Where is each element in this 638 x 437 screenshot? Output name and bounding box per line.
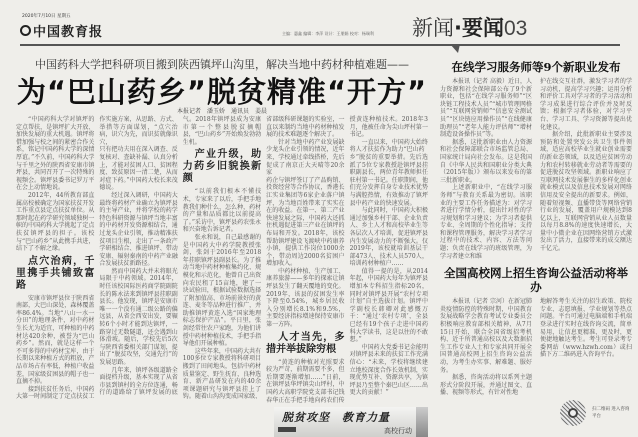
article-paragraph: 经过深入调研，中国药大最终将药材产业确立为镇坪县的主导产业，并将学校的药学特色科研资源与镇坪当地丰富的中药材开发资源相结合，通过龙头企业引领，推动精准扶贫项目生根，走出了一条政产学研相结合、推进镇坪、带动安康、辐射秦南的中药产业融合发展扶贫新路径。: [99, 191, 178, 268]
side-article-paragraph: 据悉，这批新职业由人力资源和社会保障部联合市场监管总局、国家统计局向社会发布。这是我国自《中华人民共和国职业分类大典（2015年版）》颁布以来发布的第三批新职业。: [440, 138, 532, 184]
article-paragraph: 与此同时，中国药大积极通过加强乡村干部、企业负责人、乡土人才和高校毕业生等各层次人才培训，促进镇坪县内生发展动力的不断强大。仅2019年，该校就培训基层干部473人、技术人员570人，培训药材种植户……: [349, 207, 428, 268]
article-paragraph: 接到扶贫任务后，中国药大第一时间制定了定点扶贫工作实施方案，从思路、方式、举措等方面谋划，“点穴治病，识穴为先，而识贫就像识穴，: [16, 116, 178, 401]
article-paragraph: “黄连的种植对光照要求较为严苛，前期需要不多，但后期要逐渐增加……”日前，在镇坪县华坪镇尖山坪村，中国药大高职学院党支部书记钱春华正在手把手地向药农们传授黄连种植技术。2018年3月，他被任命为尖山坪村第一书记。: [266, 116, 428, 404]
article-paragraph: 几年来，镇坪各级道路全面提档升级，基本实现了从省市县到镇村的全方位连通，畅行的道路给了镇坪发展的底气。2018年镇坪县成为安康市第一个整县脱贫摘帽县，“巴山药乡”开始焕发勃勃生机。: [99, 116, 262, 397]
article-paragraph: “以前我们根本不懂技术，专家来了以后，手把手地教我们种什么、怎么种，药材的产量和品质都比以前提高了。”采访中，镇坪县药农张永和兴奋地告诉记者。: [182, 188, 262, 234]
article-kicker: 中国药科大学把科研项目搬到陕西镇坪山沟里，解决当地中药材种植难题——: [35, 58, 409, 71]
side-article-paragraph: 本报讯（记者 宗河）在新冠肺炎疫情防控的特殊时期，中国教育发展战略学会教育考试专业委员会积极响应教育部相关精神，从7月15日开始，联合全国省级招考机构、近千所普通高校以及大数据招生工作专业人士和专家共同开展全国普通高校网上招生咨询公益活动，为考生办实事、解难题、服好务。: [440, 298, 532, 374]
article-paragraph: 中药材种植、生产加工、康养旅游——多年的探索让镇坪县发生了翻天覆地的变化。2019年，该县的贫困发生率下降至0.54%，城乡居民收入分别增长8.1%和9.5%，主要经济指标增速保持安康市第一方阵。: [266, 267, 345, 329]
article-paragraph: 值得一提的是，从2014年起，中国药大每年为镇坪县增加本专科招生指标20名，同时对镇坪县开展“农村专项计划”自主选拔计划。镇坪中学副校长韩卿对此感慨万千：“通过‘农村专项’，全县已经有19个孩子走进中国药科大学读书，这是以往的不敢想。”: [349, 267, 428, 344]
article-paragraph: 2012年，44所教育部直属高校被确定为国家扶贫开发工作重点县定点扶贫单位。从那时起在药学研究领域独树一帜的中国药科大学挑起了定点扶贫镇坪县的担子。该校与“巴山药乡”从此携手共进，结下了不解之缘。: [16, 191, 95, 253]
banner-subtitle: 高校行动: [384, 427, 412, 436]
banner-photo: [416, 407, 428, 437]
side-article-paragraph: 护在线交互社群，激发学习者的学习动机，提高学习兴趣；运用分析和评价工具对学习者的学习活动和学习成果进行综合评价并及时反馈；根据学习者体验，对学习平台、学习工具、学习资源等提出优化建议。: [540, 78, 632, 131]
article-paragraph: 中国药大党委书记金能明对镇坪县未来的扶贫工作充满信心：“未来，学校将继续建立地校深度合作长效机制，实现优势互补、资源共享，为镇坪县乃至整个秦巴山区……出更大的贡献！”: [349, 343, 428, 397]
logo-mark-icon: [20, 25, 31, 36]
section-name: 新闻: [412, 16, 454, 40]
article-subheading: 产业升级，助力药乡旧貌换新颜: [182, 149, 262, 185]
header-rule: [20, 44, 620, 46]
editorial-credits: 主编：惠鑫 编辑：李萍 设计：王朋娟 校对：杨瑞利: [282, 31, 374, 36]
side-article-paragraph: 上述新职业中，“在线学习服务师”与教育关系最为密切。该职业的主要工作任务描述为：对学习者进行学情分析，提出针对性的学习规划和学习建议；为学习者提供专业、全周期的个性化指导；支持和课程管理服务，解决学习者学习过程中的技术、内容、方法等问题；负责在线学习的班级管理，为学习者建立和维: [440, 184, 532, 260]
article-paragraph: 乡”脱贫的重要举措。先后选派了5位专家教授赴镇坪县挂职副县长，两位青年教师担任驻村第一书记。任职期间，他们充分发挥自身专业技术优势与满腔热情，有效推动了镇坪县中药产业的快速发展。: [349, 153, 428, 207]
side-articles: [440, 60, 632, 426]
campaign-banner-image: [274, 407, 416, 437]
side-article-paragraph: 本报讯（记者 高毅）近日，人力资源和社会保障部公布了9个新职业，包括“在线学习服务师”“区块链工程技术人员”“城市管理网格员”“互联网营销师”“信息安全测试员”“区块链应用操作员”“在线健康助理员”“老年人能力评估师”“增材制造设备操作员”等。: [440, 78, 532, 139]
section-separator: ·: [454, 16, 462, 40]
main-article-body: [16, 116, 428, 404]
article-paragraph: 药企与镇坪签订了产品购销、投资经营等合作协议，香港长江实业集团等6家企业落户镇坪，为当地百姓带来了实实在在的收益。在第一、第二产业快速发展之际，中国药大还抓住机遇促进第三产业在镇坪的布局和开发。2018年，该校帮助镇坪建设飞渡峡中药康养小镇，提供工作岗位1000余个，带动周边2000名贫困户增加收入。: [266, 176, 345, 268]
side-article-headline: 全国高校网上招生咨询公益活动将举办: [444, 266, 628, 295]
article-paragraph: 张永和说，自己最感谢的是中国药大中药学院教授张剑，张剑于2016年至2018年挂职镇坪县副县长。为了推动当地中药材种植集约化、规模化和示范化，他曾自己出资向农民租了15亩地，建了一块试验田，根据试验数据选择了附加值高、市场前景好的黄连、麦冬等品种进行推广，并助推镇坪黄连入选“国家地理标志保护产品”。平日里，张剑经常往农户家跑，为他们讲授中药材种植技术，手把手指导他们开展种植。: [182, 233, 262, 348]
qr-code[interactable]: [560, 400, 586, 426]
main-article: [16, 116, 428, 437]
article-paragraph: 针对当地中药产业发展缺少龙头企业引领的情况，近年来，学校通过牵线搭桥，先后促成了南京正大天晴等20余家: [266, 138, 345, 177]
side-article-column: [540, 78, 632, 260]
issue-date: 2020年7月10日 星期五: [22, 14, 71, 19]
qr-block: [440, 400, 632, 426]
article-byline: 本报记者 潘玉娇 通讯员 姜晨: [176, 108, 267, 115]
logo-text: 中国教育报: [33, 25, 104, 40]
side-article-column: [440, 78, 532, 260]
banner-tag: [278, 427, 296, 432]
article-paragraph: 安康市镇坪县位于陕西省南部，大巴山深处，森林覆盖率86.4%。当地“八山一水一分田”的地理条件，对中药材生长尤为适宜，可种植的中药材达420余种，被誉为“巴山药乡”。然而，就是这样一个不可多得的中药材宝库，由于长期以来种植方式的粗放，产品市场占有率低，种植户收益差，国家级贫困县的帽子也一直摘不掉。: [16, 294, 95, 386]
article-subheading: 点穴治病，千里携手共铺致富路: [16, 255, 95, 291]
side-article-headline: 在线学习服务师等9个新职业发布: [451, 60, 621, 74]
side-article-paragraph: 地解答考生关注的招生政策、院校专业、志愿填报、学业规划等热点问题。平台可通过电脑端和手机端登录进行实时在线咨询交流，简单易用，让信息更精准、更及时，更便捷地触达考生。考生可登录考专委网站（www.hzwh.com）或扫描下方二维码进入咨询平台。: [540, 298, 632, 359]
article-paragraph: 这些年来，中国药大共有100多位专家教授将科研项目搬到了田间地头，包括中药材质量鉴定、野生抚育、良种选育、新产品研发在内的40余项课题研究与镇坪县挂上了钩。随着山沟沟变成国家级、省部级科研课题的实验室，一直以来制约当地中药材种植发展的技术难题逐个解决了。: [182, 116, 345, 401]
side-article-column: [540, 298, 632, 397]
qr-center-logo-icon: [568, 408, 578, 418]
side-article-paragraph: 据悉，咨询活动将以系列主题形式分阶段开展，并通过图文、直播、视频等形式，有针对性地: [440, 374, 532, 397]
article-paragraph: 然而中国药大并未将眼光局限于中药领域。2014年，时任该校国际医药商学院副院长的陈永法来到镇坪县挂职副县长。他发现，镇坪是安康市唯一一个没有通二级公路的偏远县，从省会西安出发，要辗转6个小时才能到达镇坪，一路穿过无数隧道，还会遇到山体滑坡。随后，学校先后5次与陕西省委相关部门谋划，提出了“脱贫攻坚，交通先行”的发展思路。: [99, 267, 178, 366]
article-headline: 为“巴山药乡”脱贫精准“开方”: [16, 75, 428, 109]
side-article-paragraph: 据介绍，此批新职业主要涉及预防和处置突发公共卫生事件领域，适应高校毕业生就业创业需要的新业态领域，以及适应贫困劳动力和农村转移就业劳动者等需要的促进脱贫攻坚领域。新职业响应了互联网技术发展催生的多样化创业就业模式以及信息技术发展对网络信用及安全提出的新要求。例如，随着短视频、直播带货等网络营销行业的发展，覆盖用户规模达到8亿以上，互联网营销从业人员数量以每月8.8%的速度快速增长，大量中小微企业在因网络营销方式激发出了活力，直接带来的成交额达千亿元。: [540, 131, 632, 253]
side-article-body: [440, 78, 632, 260]
article-paragraph: 只有把功夫用在深入调查、反复核对、查缺补漏、认真分析上，才能对贫困人口、贫困程度、致贫原因一清二楚，从而对症下药。”中国药大校长来茂德说。: [99, 146, 178, 192]
banner-title: 脱贫攻坚 教育力量: [282, 411, 390, 425]
page-number: 03: [503, 17, 528, 40]
header-rule-pointer: [450, 44, 460, 53]
banner-row: [16, 407, 428, 437]
article-subheading: 人才当先，多措并举拔除穷根: [266, 331, 345, 355]
article-paragraph: “中国药科大学对镇坪的定点帮扶，是镇坪扩大开放、加快发展的重大机遇。镇坪将借加强与校之间的紧密合作关系，铭记中国药科大学的深情厚谊。”不久前，中国药科大学与千里之外的陕西省安康市镇坪县，共同召开了一次特殊的视频会。镇坪县委书记罗万平在会上动情地说。: [16, 116, 95, 192]
side-article-column: [440, 298, 532, 397]
qr-caption: 扫二维码 进入咨询平台: [592, 406, 630, 419]
section-header: [412, 12, 527, 42]
newspaper-logo: [20, 21, 103, 40]
side-article-body: [440, 298, 632, 397]
article-paragraph: 一直以来，中国药大始终将人才扶贫作为助力“巴山药: [349, 138, 428, 154]
subsection-name: 要闻: [461, 16, 504, 40]
